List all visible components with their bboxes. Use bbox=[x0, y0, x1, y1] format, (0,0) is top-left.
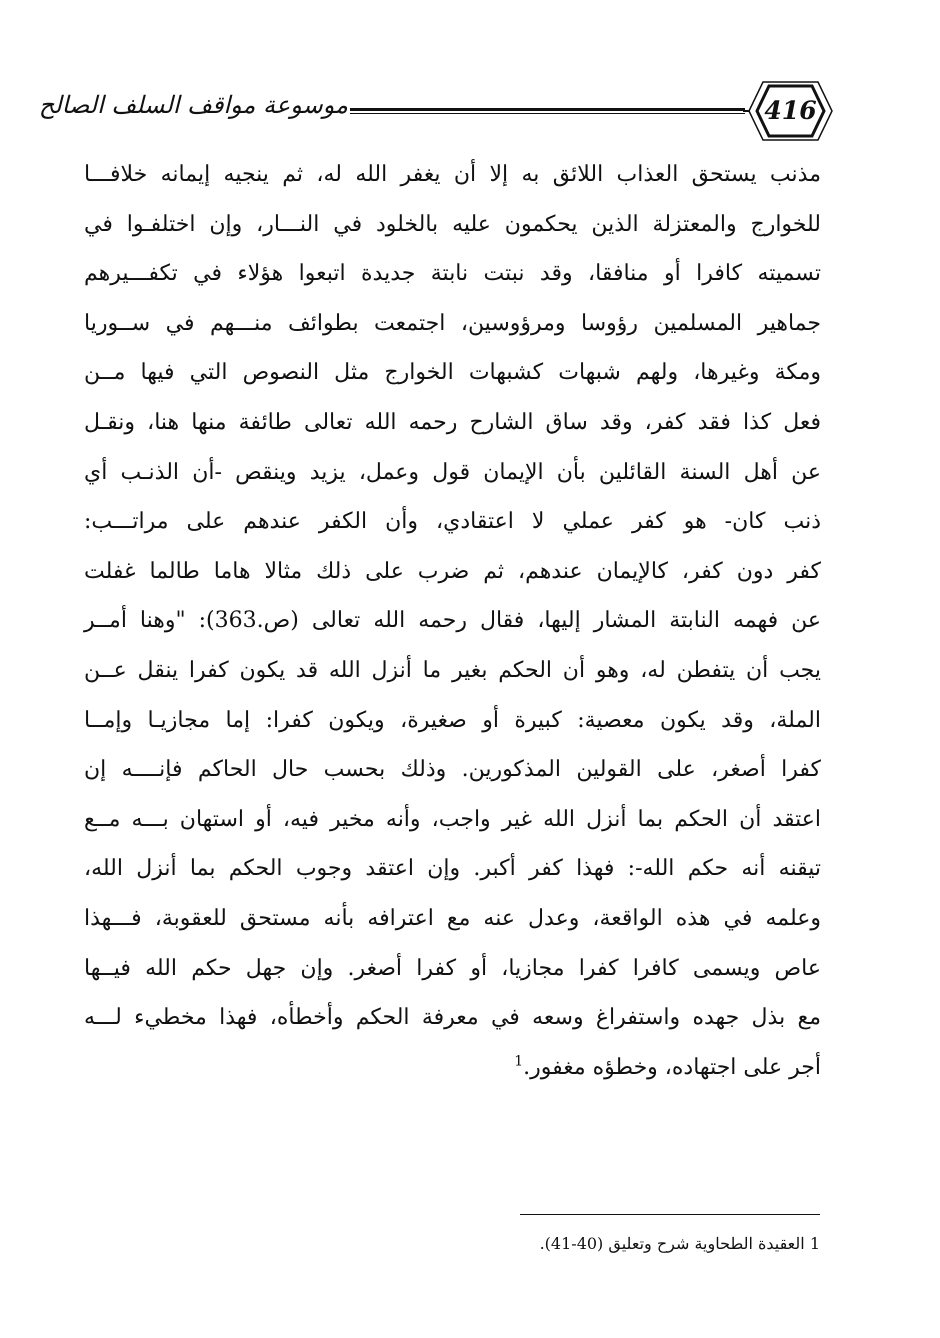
text-line: وعلمه في هذه الواقعة، وعدل عنه مع اعترافه بأنه مستحق للعقوبة، فـــهذا bbox=[84, 905, 821, 931]
text-line: يجب أن يتفطن له، وهو أن الحكم بغير ما أنزل الله قد يكون كفرا ينقل عــن bbox=[84, 657, 821, 683]
text-line: فعل كذا فقد كفر، وقد ساق الشارح رحمه الله تعالى طائفة منها هنا، ونقـل bbox=[84, 409, 821, 435]
text-line: الملة، وقد يكون معصية: كبيرة أو صغيرة، ويكون كفرا: إما مجازيـا وإمــا bbox=[84, 707, 821, 733]
text-line: عاص ويسمى كافرا كفرا مجازيا، أو كفرا أصغر. وإن جهل حكم الله فيــها bbox=[84, 955, 821, 981]
text-line: عن أهل السنة القائلين بأن الإيمان قول وعمل، يزيد وينقص -أن الذنـب أي bbox=[84, 459, 821, 485]
text-line: كفرا أصغر، على القولين المذكورين. وذلك بحسب حال الحاكم فإنــــه إن bbox=[84, 757, 821, 783]
text-line: ومكة وغيرها، ولهم شبهات كشبهات الخوارج مثل النصوص التي فيها مــن bbox=[84, 360, 821, 386]
running-title: موسوعة مواقف السلف الصالح bbox=[38, 91, 348, 119]
page-number: 416 bbox=[764, 96, 817, 125]
text-line: اعتقد أن الحكم بما أنزل الله غير واجب، وأنه مخير فيه، أو استهان بـــه مــع bbox=[84, 806, 821, 832]
footnote-number: 1 bbox=[809, 1234, 820, 1253]
text-line: عن فهمه النابتة المشار إليها، فقال رحمه الله تعالى (ص.363): "وهنا أمــر bbox=[84, 608, 822, 634]
footnote-ref[interactable]: 1 bbox=[514, 1053, 524, 1070]
text-line-last bbox=[84, 1043, 821, 1093]
footnote-text: العقيدة الطحاوية شرح وتعليق (40-41). bbox=[539, 1234, 805, 1253]
page-header bbox=[38, 70, 838, 150]
text-line: للخوارج والمعتزلة الذين يحكمون عليه بالخلود في النـــار، وإن اختلفـوا في bbox=[84, 211, 821, 237]
footnote-separator bbox=[520, 1214, 820, 1215]
page-number-badge bbox=[743, 80, 838, 142]
main-text bbox=[84, 150, 821, 1092]
text-line-content: أجر على اجتهاده، وخطؤه مغفور. bbox=[523, 1054, 821, 1080]
text-line: جماهير المسلمين رؤوسا ومرؤوسين، اجتمعت بطوائف منـــهم في ســوريا bbox=[84, 310, 821, 336]
text-line: ذنب كان- هو كفر عملي لا اعتقادي، وأن الكفر عندهم على مراتـــب: bbox=[84, 509, 821, 535]
text-line: كفر دون كفر، كالإيمان عندهم، ثم ضرب على ذلك مثالا هاما طالما غفلت bbox=[84, 558, 821, 584]
footnote bbox=[400, 1232, 820, 1256]
header-rule bbox=[350, 108, 745, 114]
text-line: مذنب يستحق العذاب اللائق به إلا أن يغفر الله له، ثم ينجيه إيمانه خلافـــا bbox=[84, 162, 821, 187]
text-line: مع بذل جهده واستفراغ وسعه في معرفة الحكم وأخطأه، فهذا مخطيء لـــه bbox=[84, 1005, 821, 1031]
text-line: تيقنه أنه حكم الله-: فهذا كفر أكبر. وإن اعتقد وجوب الحكم بما أنزل الله، bbox=[84, 856, 821, 882]
text-line: تسميته كافرا أو منافقا، وقد نبتت نابتة جديدة اتبعوا هؤلاء في تكفـــيرهم bbox=[84, 261, 821, 287]
